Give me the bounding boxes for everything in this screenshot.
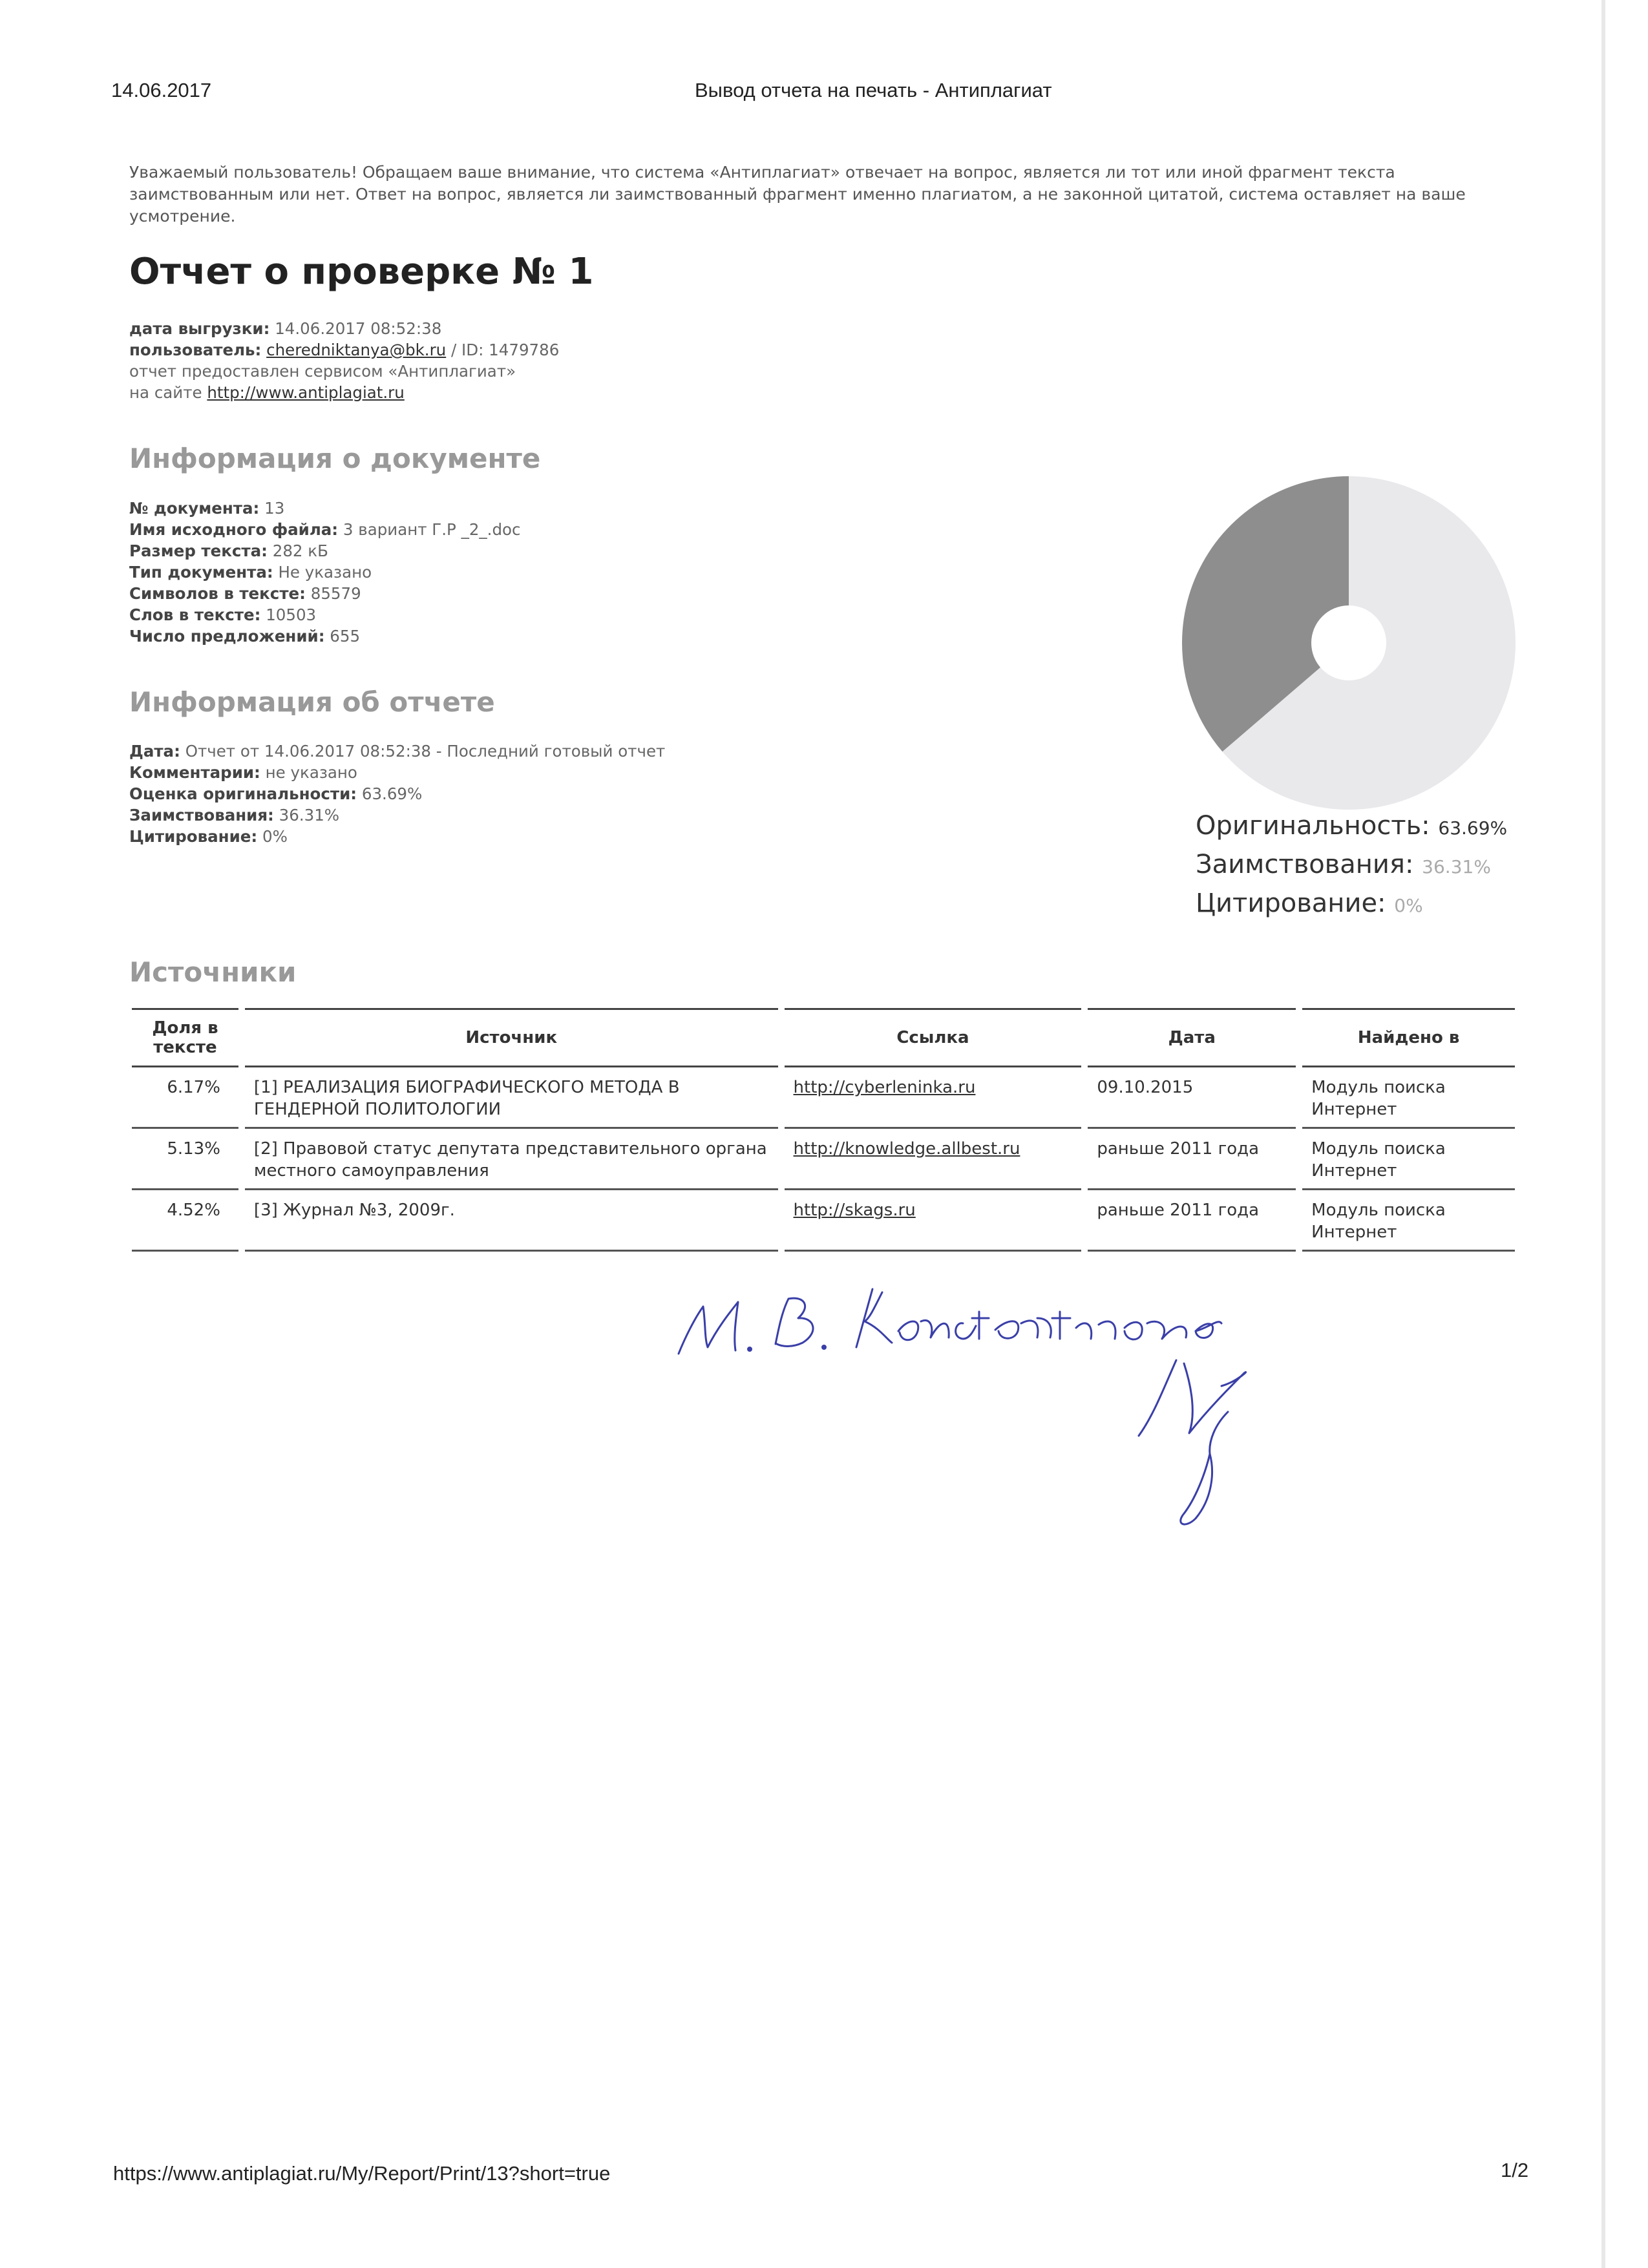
field-label: Размер текста:: [129, 541, 268, 560]
user-email-link[interactable]: cherednikt​anya@bk.ru: [266, 341, 447, 359]
document-info-row: [129, 498, 520, 519]
cell-date: раньше 2011 года: [1084, 1190, 1299, 1251]
cell-source: [2] Правовой статус депутата представительного органа местного самоуправления: [242, 1128, 781, 1190]
legend-value: 0%: [1394, 895, 1423, 916]
user-label: пользователь:: [129, 341, 262, 359]
provided-by: отчет предоставлен сервисом «Антиплагиат»: [129, 362, 516, 381]
source-link[interactable]: http://skags.ru: [793, 1201, 916, 1220]
cell-found-in: Модуль поиска Интернет: [1299, 1190, 1515, 1251]
legend-item: [1196, 808, 1507, 846]
field-value: 13: [264, 499, 285, 518]
cell-found-in: Модуль поиска Интернет: [1299, 1128, 1515, 1190]
field-label: Комментарии:: [129, 763, 260, 782]
field-value: 655: [330, 627, 361, 646]
col-found-in: Найдено в: [1299, 1009, 1515, 1067]
document-info-row: [129, 583, 520, 604]
document-info-list: [129, 498, 520, 647]
legend-item: [1196, 846, 1507, 885]
report-info-heading: Информация об отчете: [129, 686, 495, 718]
document-info-row: [129, 540, 520, 562]
cell-link: [781, 1190, 1085, 1251]
report-info-row: [129, 762, 665, 783]
report-info-row: [129, 804, 665, 826]
field-label: Символов в тексте:: [129, 584, 306, 603]
print-page-title: Вывод отчета на печать - Антиплагиат: [695, 79, 1052, 101]
field-value: 3 вариант Г.Р _2_.doc: [343, 520, 521, 539]
report-info-row: [129, 740, 665, 762]
sources-heading: Источники: [129, 956, 297, 988]
legend-label: Цитирование:: [1196, 888, 1386, 918]
cell-source: [3] Журнал №3, 2009г.: [242, 1190, 781, 1251]
export-date-row: [129, 318, 559, 339]
legend-label: Оригинальность:: [1196, 811, 1430, 841]
site-url-link[interactable]: http://www.antiplagiat.ru: [207, 383, 405, 402]
report-meta: [129, 318, 559, 403]
field-label: Заимствования:: [129, 806, 274, 824]
field-value: 36.31%: [279, 806, 340, 824]
cell-share: 4.52%: [132, 1190, 242, 1251]
legend-item: [1196, 885, 1507, 924]
legend-value: 36.31%: [1422, 856, 1491, 877]
table-row: [132, 1128, 1515, 1190]
document-info-row: [129, 519, 520, 540]
user-row: [129, 339, 559, 361]
field-value: Не указано: [278, 563, 372, 582]
col-link: Ссылка: [781, 1009, 1085, 1067]
field-value: 282 кБ: [272, 541, 328, 560]
document-info-heading: Информация о документе: [129, 443, 541, 474]
cell-share: 6.17%: [132, 1067, 242, 1128]
field-label: Цитирование:: [129, 827, 258, 846]
site-row: [129, 382, 559, 403]
cell-link: [781, 1067, 1085, 1128]
field-label: Дата:: [129, 742, 180, 761]
cell-found-in: Модуль поиска Интернет: [1299, 1067, 1515, 1128]
sources-table: [132, 1008, 1515, 1252]
source-link[interactable]: http://cyberleninka.ru: [793, 1078, 976, 1097]
table-row: [132, 1190, 1515, 1251]
document-info-row: [129, 562, 520, 583]
col-source: Источник: [242, 1009, 781, 1067]
print-date: 14.06.2017: [111, 79, 212, 101]
field-value: 0%: [262, 827, 288, 846]
cell-date: 09.10.2015: [1084, 1067, 1299, 1128]
export-date-value: 14.06.2017 08:52:38: [275, 319, 442, 338]
cell-link: [781, 1128, 1085, 1190]
legend-value: 63.69%: [1438, 817, 1508, 839]
report-title: Отчет о проверке № 1: [129, 251, 594, 293]
source-link[interactable]: http://knowledge.allbest.ru: [793, 1139, 1020, 1159]
field-value: 63.69%: [361, 784, 423, 803]
export-date-label: дата выгрузки:: [129, 319, 270, 338]
cell-share: 5.13%: [132, 1128, 242, 1190]
print-footer-url: https://www.antiplagiat.ru/My/Report/Print/13?short=true: [113, 2162, 611, 2185]
pie-legend: [1196, 808, 1507, 924]
user-id: / ID: 1479786: [451, 341, 560, 359]
document-info-row: [129, 625, 520, 647]
originality-pie-chart: [1178, 472, 1520, 814]
field-value: Отчет от 14.06.2017 08:52:38 - Последний готовый отчет: [185, 742, 666, 761]
disclaimer-text: Уважаемый пользователь! Обращаем ваше внимание, что система «Антиплагиат» отвечает на вопрос, является ли тот или иной фрагмент текста заимствованным или нет. Ответ на вопрос, является ли заимствованный фрагмент именно плагиатом, а не законной цитатой, система оставляет на ваше усмотрение.: [129, 163, 1466, 226]
table-row: [132, 1067, 1515, 1128]
scan-edge: [1601, 0, 1605, 2268]
field-label: № документа:: [129, 499, 260, 518]
cell-source: [1] РЕАЛИЗАЦИЯ БИОГРАФИЧЕСКОГО МЕТОДА В ГЕНДЕРНОЙ ПОЛИТОЛОГИИ: [242, 1067, 781, 1128]
col-date: Дата: [1084, 1009, 1299, 1067]
col-share: Доля в тексте: [132, 1009, 242, 1067]
sources-header-row: [132, 1009, 1515, 1067]
field-label: Тип документа:: [129, 563, 273, 582]
pie-center-hole: [1311, 605, 1386, 680]
field-label: Число предложений:: [129, 627, 325, 646]
field-label: Слов в тексте:: [129, 605, 261, 624]
field-value: не указано: [265, 763, 357, 782]
field-value: 85579: [310, 584, 361, 603]
site-prefix: на сайте: [129, 383, 202, 402]
field-value: 10503: [266, 605, 317, 624]
field-label: Оценка оригинальности:: [129, 784, 357, 803]
handwritten-signature: [659, 1266, 1370, 1551]
report-info-list: [129, 740, 665, 847]
legend-label: Заимствования:: [1196, 850, 1414, 879]
document-info-row: [129, 604, 520, 625]
report-info-row: [129, 826, 665, 847]
cell-date: раньше 2011 года: [1084, 1128, 1299, 1190]
report-info-row: [129, 783, 665, 804]
field-label: Имя исходного файла:: [129, 520, 339, 539]
print-page-number: 1/2: [1501, 2159, 1529, 2181]
